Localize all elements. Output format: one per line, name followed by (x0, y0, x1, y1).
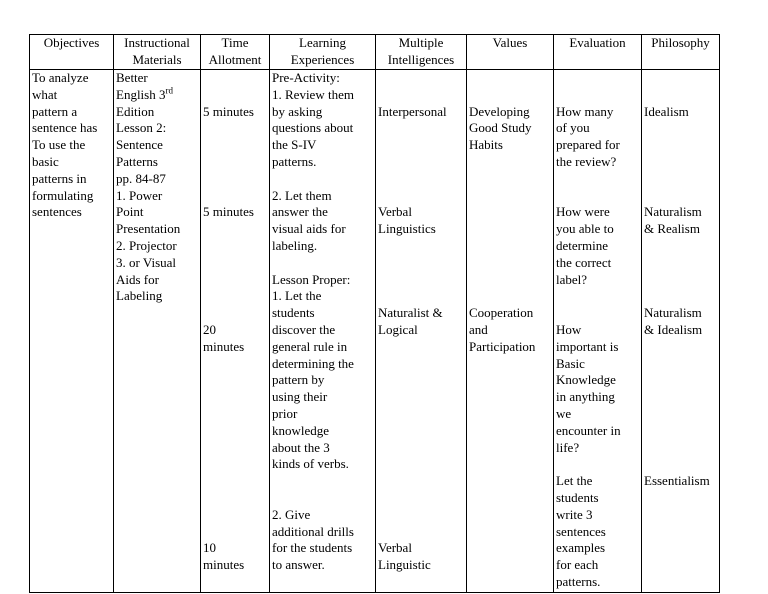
cell-line (203, 372, 267, 389)
cell-line (644, 339, 717, 356)
cell-line (203, 406, 267, 423)
cell-line (378, 524, 464, 541)
cell-line: patterns. (272, 153, 317, 169)
cell-line: determine (556, 237, 608, 253)
cell-line (378, 171, 464, 188)
cell-line: formulating (32, 187, 94, 203)
cell-line: Sentence (116, 137, 163, 153)
cell-line (272, 490, 373, 507)
cell-line: Instructional (124, 35, 190, 50)
time-allotment-cell (201, 70, 270, 593)
cell-line: Naturalism (644, 204, 702, 220)
cell-line (203, 507, 267, 524)
cell-line (378, 339, 464, 356)
cell-line: write 3 (556, 506, 593, 522)
cell-line: Interpersonal (378, 103, 447, 119)
cell-line (272, 171, 373, 188)
cell-line: discover the (272, 321, 336, 337)
cell-line (469, 255, 551, 272)
cell-line (556, 288, 639, 305)
superscript: rd (165, 85, 173, 96)
cell-line (203, 171, 267, 188)
cell-line (378, 372, 464, 389)
cell-line (203, 70, 267, 87)
cell-line: Labeling (116, 288, 163, 304)
cell-line (469, 221, 551, 238)
cell-line: How (556, 321, 582, 337)
cell-line: pp. 84-87 (116, 170, 166, 186)
body-row (30, 70, 720, 593)
cell-line: Presentation (116, 221, 181, 237)
cell-line (203, 456, 267, 473)
cell-line: kinds of verbs. (272, 456, 349, 472)
cell-line: labeling. (272, 237, 318, 253)
cell-line: 2. Give (272, 506, 311, 522)
cell-line: questions about (272, 120, 354, 136)
cell-line (644, 356, 717, 373)
cell-line (644, 389, 717, 406)
cell-line: 1. Review them (272, 86, 354, 102)
cell-line: to answer. (272, 557, 325, 573)
cell-line: 2. Projector (116, 237, 177, 253)
cell-line: and (469, 321, 488, 337)
cell-line: prior (272, 405, 298, 421)
cell-line: sentence has (32, 120, 98, 136)
cell-line (378, 70, 464, 87)
cell-line (469, 204, 551, 221)
cell-line (378, 272, 464, 289)
cell-line (469, 188, 551, 205)
cell-line: patterns. (556, 573, 601, 589)
cell-line (203, 238, 267, 255)
cell-line (378, 288, 464, 305)
cell-line: Time (221, 35, 249, 50)
cell-line (203, 272, 267, 289)
cell-line (203, 389, 267, 406)
cell-line: Knowledge (556, 372, 616, 388)
cell-line: Pre-Activity: (272, 70, 340, 85)
cell-line: the review? (556, 153, 617, 169)
cell-line (644, 120, 717, 137)
cell-line (644, 154, 717, 171)
cell-line: pattern by (272, 372, 325, 388)
cell-line: Naturalist & (378, 305, 443, 321)
cell-line (203, 524, 267, 541)
cell-line: & Realism (644, 221, 700, 237)
cell-line (469, 87, 551, 104)
cell-line: knowledge (272, 422, 330, 438)
cell-line (203, 154, 267, 171)
header-values (467, 35, 554, 70)
cell-line: Habits (469, 137, 503, 153)
header-row (30, 35, 720, 70)
cell-line: Logical (378, 321, 418, 337)
cell-line: 5 minutes (203, 204, 254, 220)
cell-line: Experiences (290, 51, 355, 67)
cell-line: 10 (203, 540, 216, 556)
learning-experiences-cell (270, 70, 376, 593)
cell-line: additional drills (272, 523, 354, 539)
cell-line: patterns in (32, 170, 87, 186)
cell-line (378, 188, 464, 205)
cell-line: life? (556, 439, 580, 455)
cell-line (378, 473, 464, 490)
cell-line (203, 440, 267, 457)
cell-line: Linguistic (378, 557, 431, 573)
header-evaluation (554, 35, 642, 70)
cell-line: How many (556, 103, 614, 119)
cell-line: determining the (272, 355, 354, 371)
cell-line (644, 288, 717, 305)
cell-line: encounter in (556, 422, 621, 438)
cell-line: label? (556, 271, 588, 287)
cell-line (644, 406, 717, 423)
cell-line: Multiple (398, 35, 444, 50)
cell-line: general rule in (272, 338, 348, 354)
lesson-plan-table (29, 34, 720, 593)
cell-line: Developing (469, 103, 530, 119)
cell-line: Point (116, 204, 144, 220)
cell-line (378, 490, 464, 507)
cell-line (378, 389, 464, 406)
cell-line: sentences (32, 204, 82, 220)
header-time-allotment (201, 35, 270, 70)
cell-line (556, 87, 639, 104)
cell-line (644, 372, 717, 389)
cell-line (644, 255, 717, 272)
cell-line: Learning (299, 35, 346, 50)
cell-line: Basic (556, 355, 585, 371)
cell-line (469, 238, 551, 255)
objectives-cell (30, 70, 114, 593)
cell-line: Materials (132, 51, 182, 67)
cell-line (378, 120, 464, 137)
cell-line: visual aids for (272, 221, 346, 237)
cell-line (378, 154, 464, 171)
cell-line: Participation (469, 338, 536, 354)
cell-line: students (272, 305, 315, 321)
cell-line: Aids for (116, 271, 159, 287)
cell-line (378, 456, 464, 473)
cell-line (469, 154, 551, 171)
cell-line (272, 255, 373, 272)
cell-line (644, 137, 717, 154)
cell-line: 5 minutes (203, 103, 254, 119)
cell-line: examples (556, 540, 606, 556)
evaluation-cell (554, 70, 642, 593)
cell-line: Intelligences (387, 51, 455, 67)
cell-line: How were (556, 204, 610, 220)
cell-line (556, 70, 639, 87)
header-instructional-materials (114, 35, 201, 70)
cell-line: by asking (272, 103, 323, 119)
cell-line: you able to (556, 221, 614, 237)
cell-line: for the students (272, 540, 353, 556)
cell-line (378, 137, 464, 154)
cell-line (203, 305, 267, 322)
cell-line: Linguistics (378, 221, 436, 237)
cell-line: 20 (203, 321, 216, 337)
cell-line (644, 423, 717, 440)
cell-line (203, 356, 267, 373)
cell-line: prepared for (556, 137, 620, 153)
cell-line (203, 87, 267, 104)
cell-line (203, 255, 267, 272)
cell-line: Let the (556, 473, 593, 489)
cell-line (469, 272, 551, 289)
intelligences-cell (376, 70, 467, 593)
cell-line (203, 120, 267, 137)
cell-line: Philosophy (651, 35, 710, 50)
cell-line: sentences (556, 523, 606, 539)
materials-cell (114, 70, 201, 593)
cell-line: Idealism (644, 103, 689, 119)
cell-line: & Idealism (644, 321, 703, 337)
cell-line (203, 137, 267, 154)
cell-line: Edition (116, 103, 155, 119)
cell-line (378, 440, 464, 457)
cell-line: 3. or Visual (116, 254, 177, 270)
cell-line (469, 171, 551, 188)
cell-line: 1. Let the (272, 288, 322, 304)
cell-line: Verbal (378, 540, 412, 556)
cell-line (644, 188, 717, 205)
cell-line: Better (116, 70, 148, 85)
cell-line: Naturalism (644, 305, 702, 321)
cell-line: the S-IV (272, 137, 317, 153)
cell-line: Essentialism (644, 473, 710, 489)
cell-line (203, 490, 267, 507)
cell-line: minutes (203, 557, 245, 573)
cell-line: 2. Let them (272, 187, 332, 203)
cell-line (203, 221, 267, 238)
cell-line: Lesson 2: (116, 120, 167, 136)
cell-line (272, 473, 373, 490)
philosophy-cell (642, 70, 720, 593)
cell-line: Evaluation (569, 35, 626, 50)
cell-line: To analyze (32, 70, 89, 85)
cell-line (469, 70, 551, 87)
cell-line: Lesson Proper: (272, 271, 351, 287)
cell-line: Patterns (116, 153, 158, 169)
cell-line (203, 473, 267, 490)
cell-line (203, 423, 267, 440)
cell-line (644, 171, 717, 188)
cell-line: To use the (32, 137, 86, 153)
cell-line: Objectives (43, 35, 100, 50)
cell-line: for each (556, 557, 599, 573)
cell-line (556, 456, 639, 473)
cell-line: important is (556, 338, 619, 354)
cell-line (556, 171, 639, 188)
header-objectives (30, 35, 114, 70)
cell-line: minutes (203, 338, 245, 354)
cell-line: Values (492, 35, 528, 50)
cell-line (378, 406, 464, 423)
cell-line (556, 188, 639, 205)
cell-line: what (32, 86, 58, 102)
cell-line (644, 272, 717, 289)
cell-line (203, 288, 267, 305)
cell-line (378, 255, 464, 272)
cell-line: pattern a (32, 103, 78, 119)
header-learning-experiences (270, 35, 376, 70)
cell-line: students (556, 489, 599, 505)
header-multiple-intelligences (376, 35, 467, 70)
cell-line (556, 305, 639, 322)
cell-line (469, 288, 551, 305)
cell-line (378, 356, 464, 373)
cell-line (378, 507, 464, 524)
cell-line (378, 87, 464, 104)
cell-line: Allotment (208, 51, 262, 67)
cell-line (378, 238, 464, 255)
cell-line (644, 238, 717, 255)
cell-line: answer the (272, 204, 328, 220)
cell-line: 1. Power (116, 187, 163, 203)
cell-line (378, 423, 464, 440)
cell-line: Good Study (469, 120, 532, 136)
cell-line: we (556, 405, 572, 421)
cell-line: about the 3 (272, 439, 330, 455)
cell-line (644, 440, 717, 457)
cell-line: Cooperation (469, 305, 534, 321)
cell-line: the correct (556, 254, 612, 270)
cell-line (644, 456, 717, 473)
cell-line: basic (32, 153, 59, 169)
cell-line: Verbal (378, 204, 412, 220)
cell-line: English 3rd (116, 85, 173, 102)
values-cell (467, 70, 554, 593)
cell-line (644, 87, 717, 104)
cell-line: in anything (556, 389, 615, 405)
cell-line (203, 188, 267, 205)
cell-line: using their (272, 389, 328, 405)
cell-line: of you (556, 120, 590, 136)
cell-line (644, 70, 717, 87)
header-philosophy (642, 35, 720, 70)
